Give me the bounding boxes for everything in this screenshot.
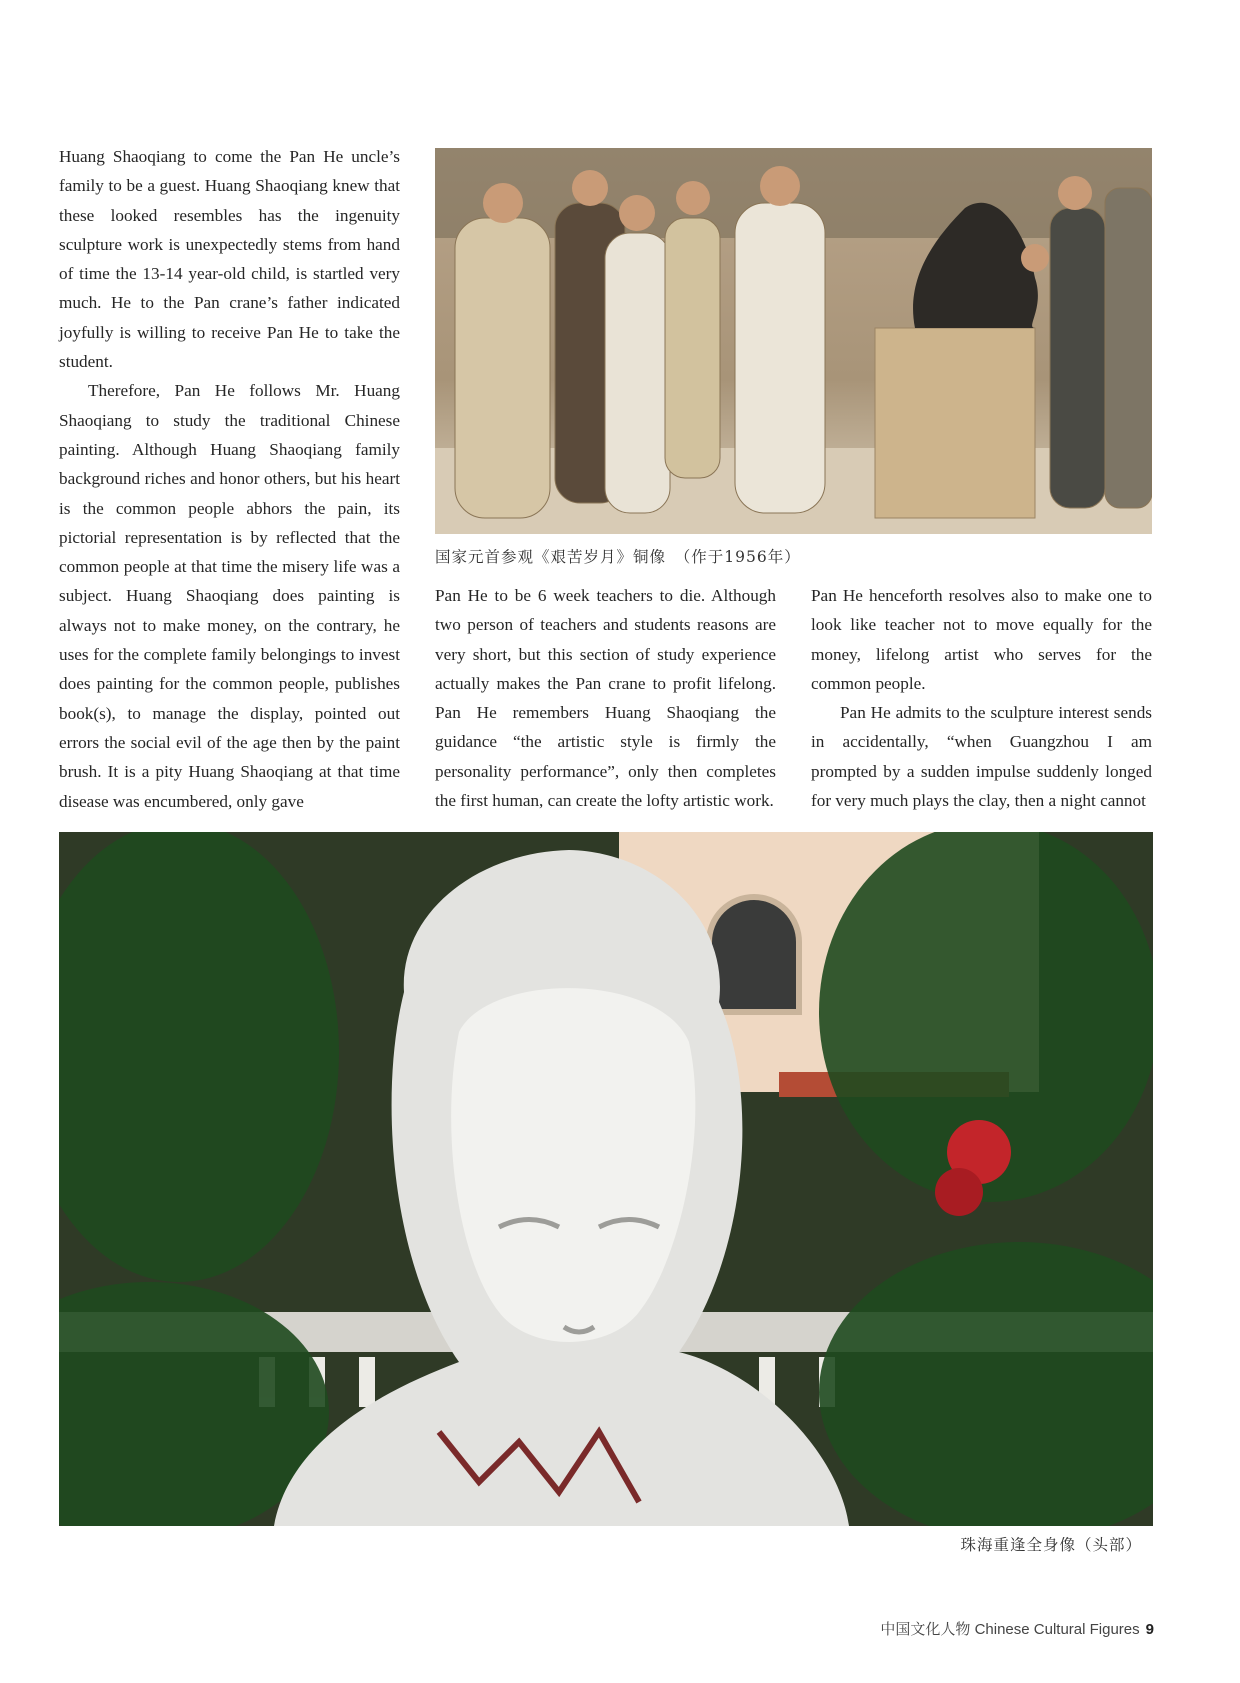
magazine-title: 中国文化人物 Chinese Cultural Figures (880, 1621, 1140, 1638)
photo-caption-bottom: 珠海重逢全身像（头部） (960, 1536, 1142, 1554)
statue-illustration (59, 832, 1153, 1526)
text-column-right (811, 581, 1152, 815)
paragraph: Huang Shaoqiang to come the Pan He uncle’s family to be a guest. Huang Shaoqiang knew that these looked resembles has the ingenuity sculpture work is unexpectedly stems from hand of time the 13-14 year-old child, is startled very much. He to the Pan crane’s father indicated joyfully is willing to receive Pan He to take the student. (59, 147, 400, 372)
paragraph: Pan He admits to the sculpture interest sends in accidentally, “when Guangzhou I am prompted by a sudden impulse suddenly longed for very much plays the clay, then a night cannot (811, 703, 1152, 811)
text-column-left (59, 142, 400, 816)
painting-photo-state-visit (435, 148, 1152, 534)
paragraph: Pan He henceforth resolves also to make one to look like teacher not to move equally for the money, lifelong artist who serves for the common people. (811, 586, 1152, 693)
page-number: 9 (1145, 1621, 1154, 1638)
paragraph: Pan He to be 6 week teachers to die. Although two person of teachers and students reasons are very short, but this section of study experience actually makes the Pan crane to profit lifelong. Pan He remembers Huang Shaoqiang the guidance “the artistic style is firmly the personality performance”, only then completes the first human, can create the lofty artistic work. (435, 586, 776, 811)
page-footer (880, 1618, 1154, 1639)
photo-caption-top: 国家元首参观《艰苦岁月》铜像 （作于1956年） (435, 548, 801, 566)
paragraph: Therefore, Pan He follows Mr. Huang Shaoqiang to study the traditional Chinese painting. Although Huang Shaoqiang family background riches and honor others, but his heart is the common people abhors the pain, its pictorial representation is by reflected that the common people at that time the misery life was a subject. Huang Shaoqiang does painting is always not to make money, on the contrary, he uses for the complete family belongings to invest does painting for the common people, publishes book(s), to manage the display, pointed out errors the social evil of the age then by the paint brush. It is a pity Huang Shaoqiang at that time disease was encumbered, only gave (59, 381, 400, 811)
statue-bust-photo (59, 832, 1153, 1526)
text-column-middle (435, 581, 776, 815)
painting-illustration (435, 148, 1152, 534)
